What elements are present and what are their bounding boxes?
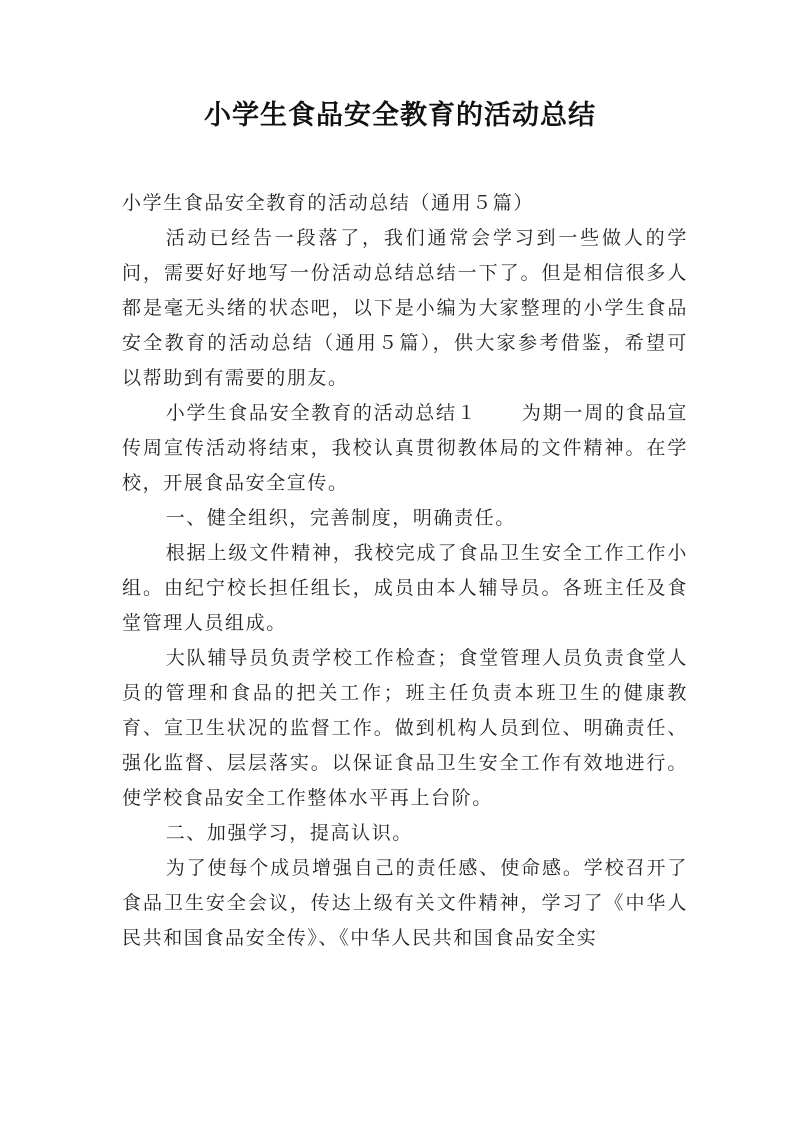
article-1-heading: 小学生食品安全教育的活动总结１ — [165, 402, 478, 424]
section-1-heading: 一、健全组织，完善制度，明确责任。 — [165, 507, 516, 529]
document-subtitle: 小学生食品安全教育的活动总结（通用５篇） — [122, 192, 535, 214]
article-1-paragraph — [122, 396, 688, 501]
section-2-heading: 二、加强学习，提高认识。 — [165, 822, 413, 844]
document-title: 小学生食品安全教育的活动总结 — [204, 100, 596, 131]
intro-paragraph: 活动已经告一段落了，我们通常会学习到一些做人的学问，需要好好地写一份活动总结总结一下了。但是相信很多人都是毫无头绪的状态吧，以下是小编为大家整理的小学生食品安全教育的活动总结（通用５篇），供大家参考借鉴，希望可以帮助到有需要的朋友。 — [122, 227, 688, 389]
article-1-lead: 为期一周的食品宣传周宣传活动将结束，我校认真贯彻教体局的文件精神。在学校，开展食品安全宣传。 — [122, 402, 688, 494]
document-body — [122, 186, 688, 956]
section-1-paragraph-1: 根据上级文件精神，我校完成了食品卫生安全工作工作小组。由纪宁校长担任组长，成员由本人辅导员。各班主任及食堂管理人员组成。 — [122, 542, 688, 634]
section-2-paragraph-1: 为了使每个成员增强自己的责任感、使命感。学校召开了食品卫生安全会议，传达上级有关文件精神，学习了《中华人民共和国食品安全传》、《中华人民共和国食品安全实 — [122, 857, 688, 949]
section-1-paragraph-2: 大队辅导员负责学校工作检查；食堂管理人员负责食堂人员的管理和食品的把关工作；班主任负责本班卫生的健康教育、宣卫生状况的监督工作。做到机构人员到位、明确责任、强化监督、层层落实。以保证食品卫生安全工作有效地进行。使学校食品安全工作整体水平再上台阶。 — [122, 647, 688, 809]
